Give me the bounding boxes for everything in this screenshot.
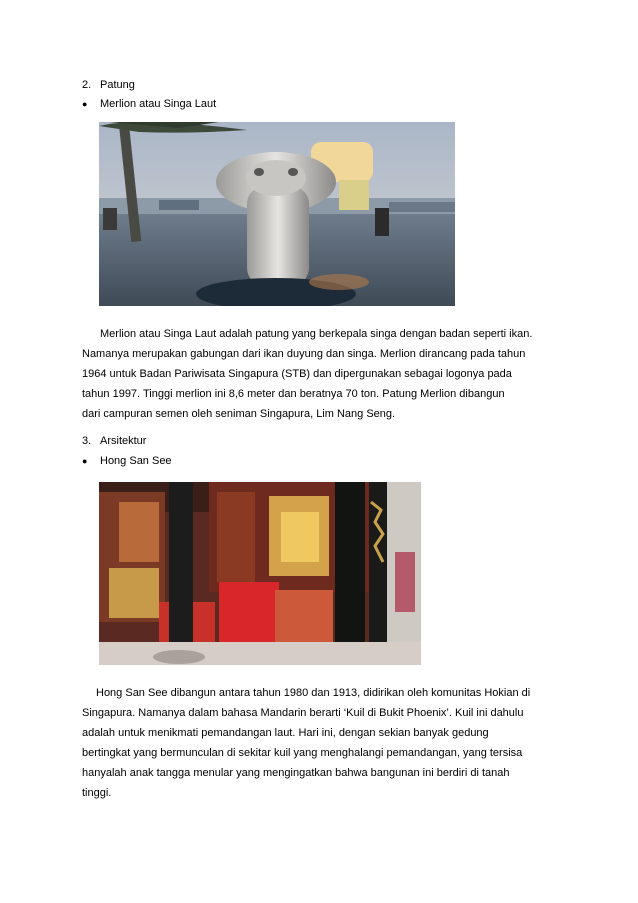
section-heading-patung <box>82 78 135 92</box>
paragraph-line: tahun 1997. Tinggi merlion ini 8,6 meter dan beratnya 70 ton. Patung Merlion dibangun <box>82 388 505 400</box>
section-heading-arsitektur <box>82 434 146 448</box>
hong-san-see-photo <box>99 482 421 665</box>
paragraph-hong-san-see <box>82 683 562 803</box>
bullet-label: Merlion atau Singa Laut <box>100 98 217 110</box>
paragraph-line: Singapura. Namanya dalam bahasa Mandarin berarti ‘Kuil di Bukit Phoenix’. Kuil ini dahulu <box>82 707 524 719</box>
hong-san-see-image <box>99 482 421 665</box>
section-number: 2. <box>82 79 92 91</box>
paragraph-line: Merlion atau Singa Laut adalah patung yang berkepala singa dengan badan seperti ikan. <box>100 328 533 340</box>
paragraph-line: 1964 untuk Badan Pariwisata Singapura (STB) dan dipergunakan sebagai logonya pada <box>82 368 512 380</box>
bullet-merlion <box>82 97 216 111</box>
paragraph-merlion <box>82 324 562 424</box>
paragraph-line: bertingkat yang bermunculan di sekitar kuil yang menghalangi pemandangan, yang tersisa <box>82 747 523 759</box>
merlion-image <box>99 122 455 306</box>
section-title: Arsitektur <box>100 435 147 447</box>
bullet-hong-san-see <box>82 454 172 468</box>
section-title: Patung <box>100 79 135 91</box>
paragraph-line: Hong San See dibangun antara tahun 1980 dan 1913, didirikan oleh komunitas Hokian di <box>96 687 531 699</box>
bullet-icon: ● <box>82 456 88 466</box>
paragraph-line: dari campuran semen oleh seniman Singapura, Lim Nang Seng. <box>82 408 396 420</box>
merlion-photo <box>99 122 455 306</box>
paragraph-line: adalah untuk menikmati pemandangan laut. Hari ini, dengan sekian banyak gedung <box>82 727 489 739</box>
paragraph-line: tinggi. <box>82 787 112 799</box>
bullet-label: Hong San See <box>100 455 172 467</box>
paragraph-line: hanyalah anak tangga menular yang mengingatkan bahwa bangunan ini berdiri di tanah <box>82 767 510 779</box>
section-number: 3. <box>82 435 92 447</box>
paragraph-line: Namanya merupakan gabungan dari ikan duyung dan singa. Merlion dirancang pada tahun <box>82 348 526 360</box>
bullet-icon: ● <box>82 99 88 109</box>
